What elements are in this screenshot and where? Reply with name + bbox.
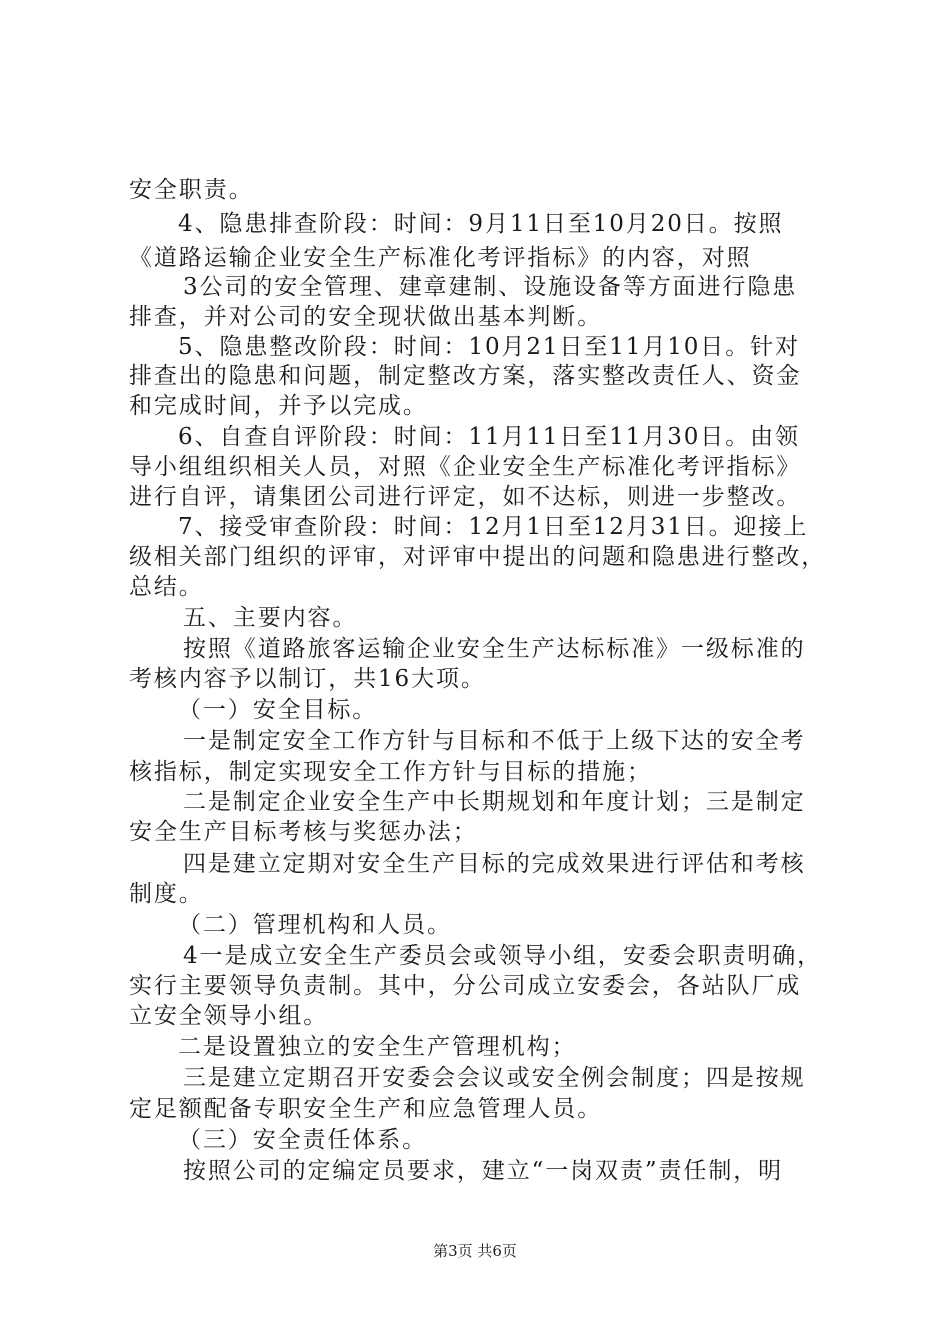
section-heading: （一）安全目标。: [178, 697, 378, 723]
text-line: 排查出的隐患和问题，制定整改方案，落实整改责任人、资金: [129, 363, 802, 389]
text-line: 二是制定企业安全生产中长期规划和年度计划；三是制定: [183, 789, 806, 815]
text-line: 立安全领导小组。: [129, 1003, 329, 1029]
text-line: 定足额配备专职安全生产和应急管理人员。: [129, 1096, 603, 1122]
text-line: 导小组组织相关人员，对照《企业安全生产标准化考评指标》: [129, 454, 802, 480]
text-line: 6、自查自评阶段：时间：11月11日至11月30日。由领: [178, 424, 800, 450]
text-line: 总结。: [129, 574, 204, 600]
section-heading: （二）管理机构和人员。: [178, 912, 452, 938]
text-line: 排查，并对公司的安全现状做出基本判断。: [129, 304, 603, 330]
text-line: 4、隐患排查阶段：时间：9月11日至10月20日。按照: [178, 211, 784, 237]
page-number-footer: 第3页 共6页: [433, 1242, 517, 1260]
text-line: 级相关部门组织的评审，对评审中提出的问题和隐患进行整改，: [129, 544, 827, 570]
text-line: 安全职责。: [129, 177, 254, 203]
text-line: 按照《道路旅客运输企业安全生产达标标准》一级标准的: [183, 636, 806, 662]
text-line: 5、隐患整改阶段：时间：10月21日至11月10日。针对: [178, 334, 800, 360]
text-line: 4一是成立安全生产委员会或领导小组，安委会职责明确，: [183, 943, 823, 969]
text-line: 按照公司的定编定员要求，建立“一岗双责”责任制，明: [183, 1158, 784, 1184]
section-heading: 五、主要内容。: [183, 605, 358, 631]
text-line: 一是制定安全工作方针与目标和不低于上级下达的安全考: [183, 728, 806, 754]
text-line: 二是设置独立的安全生产管理机构；: [178, 1034, 577, 1060]
text-line: 3公司的安全管理、建章建制、设施设备等方面进行隐患: [183, 274, 798, 300]
text-line: 进行自评，请集团公司进行评定，如不达标，则进一步整改。: [129, 484, 802, 510]
section-heading: （三）安全责任体系。: [178, 1127, 427, 1153]
text-line: 核指标，制定实现安全工作方针与目标的措施；: [129, 759, 652, 785]
text-line: 三是建立定期召开安委会会议或安全例会制度；四是按规: [183, 1065, 806, 1091]
text-line: 7、接受审查阶段：时间：12月1日至12月31日。迎接上: [178, 514, 809, 540]
text-line: 四是建立定期对安全生产目标的完成效果进行评估和考核: [183, 851, 806, 877]
text-line: 和完成时间，并予以完成。: [129, 393, 428, 419]
text-line: 实行主要领导负责制。其中，分公司成立安委会，各站队厂成: [129, 973, 802, 999]
text-line: 安全生产目标考核与奖惩办法；: [129, 819, 478, 845]
text-line: 考核内容予以制订，共16大项。: [129, 666, 486, 692]
text-line: 制度。: [129, 881, 204, 907]
text-line: 《道路运输企业安全生产标准化考评指标》的内容，对照: [129, 245, 752, 271]
